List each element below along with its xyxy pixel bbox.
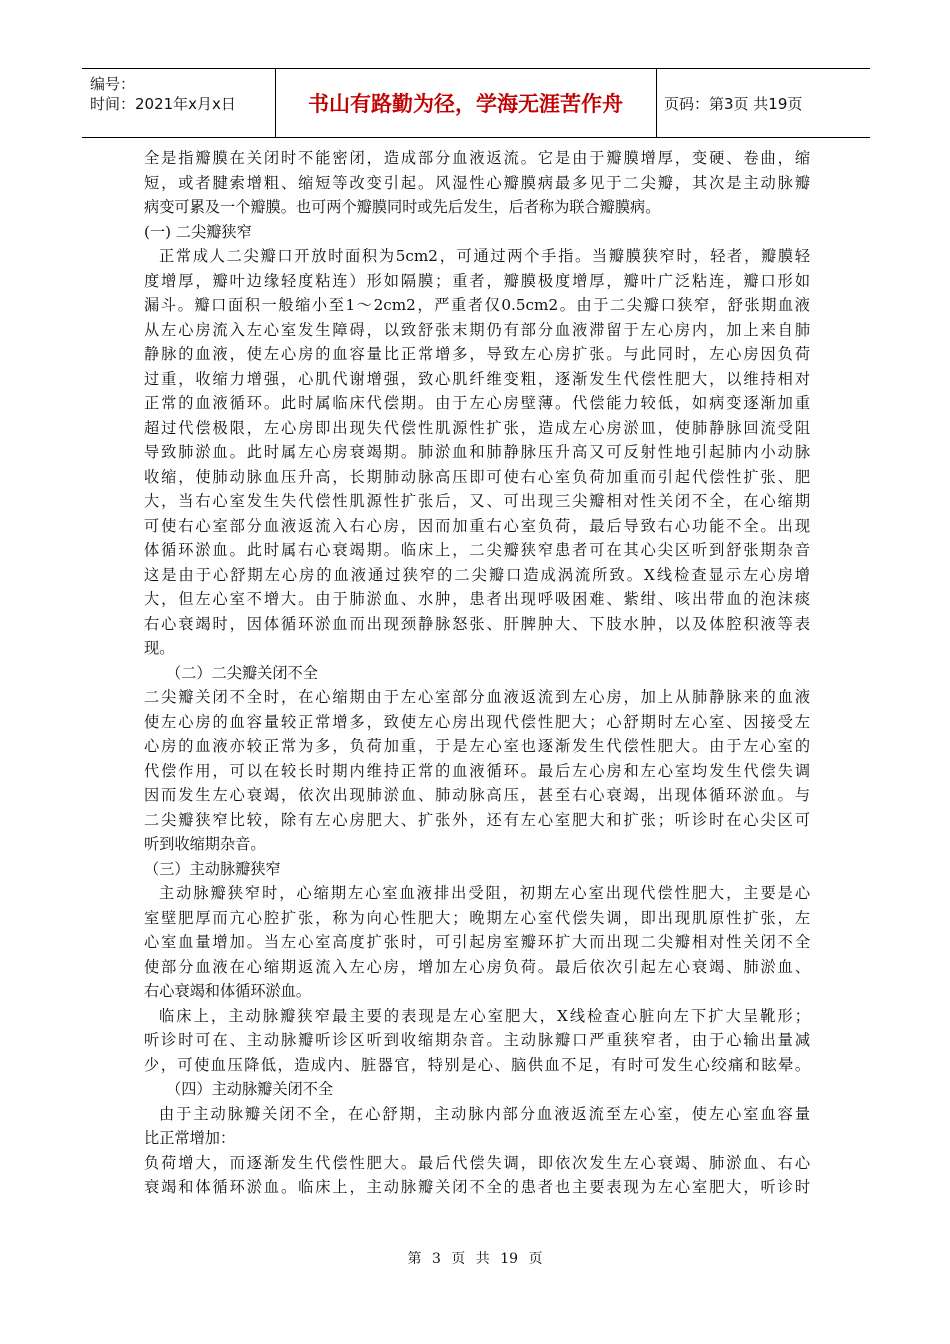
page-header [82, 68, 870, 138]
text-line: 负荷增大，而逐渐发生代偿性肥大。最后代偿失调，即依次发生左心衰竭、肺淤血、右心 [144, 1153, 810, 1172]
text-line: 使左心房的血容量较正常增多，致使左心房出现代偿性肥大；心舒期时左心室、因接受左 [144, 712, 810, 731]
text-line: 比正常增加： [144, 1129, 236, 1147]
text-line: 室壁肥厚而亢心腔扩张，称为向心性肥大；晚期左心室代偿失调，即出现肌原性扩张，左 [144, 908, 810, 927]
document-body [144, 146, 810, 1200]
text-line: 大，但左心室不增大。由于肺淤血、水肿，患者出现呼吸困难、紫绀、咳出带血的泡沫痰 [144, 590, 810, 608]
page-footer: 第 3 页 共 19 页 [407, 1251, 543, 1267]
text-line: 听诊时可在、主动脉瓣听诊区听到收缩期杂音。主动脉瓣口严重狭窄者，由于心输出量减 [144, 1031, 810, 1049]
text-line: (一) 二尖瓣狭窄 [144, 222, 252, 241]
text-line: 收缩，使肺动脉血压升高，长期肺动脉高压即可使右心室负荷加重而引起代偿性扩张、肥 [144, 467, 810, 486]
text-line: 二尖瓣狭窄比较，除有左心房肥大、扩张外，还有左心室肥大和扩张；听诊时在心尖区可 [144, 810, 810, 829]
header-page-label: 页码：第3页 共19页 [664, 94, 803, 113]
text-line: 衰竭和体循环淤血。临床上，主动脉瓣关闭不全的患者也主要表现为左心室肥大，听诊时 [144, 1178, 810, 1196]
date-label: 时间：2021年x月x日 [90, 95, 236, 113]
text-line: 度增厚，瓣叶边缘轻度粘连）形如隔膜；重者，瓣膜极度增厚，瓣叶广泛粘连，瓣口形如 [144, 271, 810, 290]
text-line: 心房的血液亦较正常为多，负荷加重，于是左心室也逐渐发生代偿性肥大。由于左心室的 [144, 737, 810, 755]
text-line: 使部分血液在心缩期返流入左心房，增加左心房负荷。最后依次引起左心衰竭、肺淤血、 [144, 957, 810, 976]
text-line: 右心衰竭和体循环淤血。 [144, 982, 312, 1000]
text-line: 体循环淤血。此时属右心衰竭期。临床上，二尖瓣狭窄患者可在其心尖区听到舒张期杂音 [144, 541, 810, 559]
text-line: 超过代偿极限，左心房即出现失代偿性肌源性扩张，造成左心房淤皿，使肺静脉回流受阻 [144, 418, 810, 437]
text-line: 静脉的血液，使左心房的血容量比正常增多，导致左心房扩张。与此同时，左心房因负荷 [144, 345, 810, 363]
text-line: 短，或者腱索增粗、缩短等改变引起。风湿性心瓣膜病最多见于二尖瓣，其次是主动脉瓣 [144, 173, 810, 192]
text-line: 正常的血液循环。此时属临床代偿期。由于左心房壁薄。代偿能力较低，如病变逐渐加重 [144, 394, 810, 412]
text-line: 过重，收缩力增强，心肌代谢增强，致心肌纤维变粗，逐渐发生代偿性肥大，以维持相对 [144, 369, 810, 388]
text-line: 右心衰竭时，因体循环淤血而出现颈静脉怒张、肝脾肿大、下肢水肿，以及体腔积液等表 [144, 614, 810, 633]
text-line: 从左心房流入左心室发生障碍，以致舒张末期仍有部分血液滞留于左心房内，加上来自肺 [144, 320, 810, 339]
text-line: 正常成人二尖瓣口开放时面积为5cm2，可通过两个手指。当瓣膜狭窄时，轻者，瓣膜轻 [159, 247, 810, 265]
text-line: 导致肺淤血。此时属左心房衰竭期。肺淤血和肺静脉压升高又可反射性地引起肺内小动脉 [144, 443, 810, 461]
text-line: 心室血量增加。当左心室高度扩张时，可引起房室瓣环扩大而出现二尖瓣相对性关闭不全 [144, 933, 810, 951]
text-line: 少，可使血压降低，造成内、脏器官，特别是心、脑供血不足，有时可发生心绞痛和眩晕。 [144, 1055, 810, 1074]
text-line: 现。 [144, 639, 175, 657]
header-info-cell [82, 69, 276, 137]
text-line: 听到收缩期杂音。 [144, 835, 266, 853]
number-label: 编号： [90, 75, 136, 93]
text-line: 大，当右心室发生失代偿性肌源性扩张后，又、可出现三尖瓣相对性关闭不全，在心缩期 [144, 492, 810, 510]
text-line: 代偿作用，可以在较长时期内维持正常的血液循环。最后左心房和左心室均发生代偿失调 [144, 761, 810, 780]
header-motto: 书山有路勤为径，学海无涯苦作舟 [275, 69, 657, 137]
text-line: 由于主动脉瓣关闭不全，在心舒期，主动脉内部分血液返流至左心室，使左心室血容量 [159, 1104, 810, 1123]
text-line: 可使右心室部分血液返流入右心房，因而加重右心室负荷，最后导致右心功能不全。出现 [144, 516, 810, 535]
text-line: （四）主动脉瓣关闭不全 [166, 1080, 334, 1098]
text-line: 二尖瓣关闭不全时，在心缩期由于左心室部分血液返流到左心房，加上从肺静脉来的血液 [144, 688, 810, 706]
text-line: 因而发生左心衰竭，依次出现肺淤血、肺动脉高压，甚至右心衰竭，出现体循环淤血。与 [144, 786, 810, 804]
text-line: 病变可累及一个瓣膜。也可两个瓣膜同时或先后发生，后者称为联合瓣膜病。 [144, 198, 661, 216]
text-line: （三）主动脉瓣狭窄 [144, 859, 281, 878]
text-line: 临床上，主动脉瓣狭窄最主要的表现是左心室肥大，X线检查心脏向左下扩大呈靴形； [159, 1006, 810, 1025]
text-line: 这是由于心舒期左心房的血液通过狭窄的二尖瓣口造成涡流所致。X线检查显示左心房增 [144, 565, 810, 584]
text-line: 漏斗。瓣口面积一般缩小至1～2cm2，严重者仅0.5cm2。由于二尖瓣口狭窄，舒张期血液 [144, 296, 810, 314]
text-line: 主动脉瓣狭窄时，心缩期左心室血液排出受阻，初期左心室出现代偿性肥大，主要是心 [159, 884, 810, 902]
text-line: 全是指瓣膜在关闭时不能密闭，造成部分血液返流。它是由于瓣膜增厚，变硬、卷曲，缩 [144, 149, 810, 167]
text-line: （二）二尖瓣关闭不全 [166, 663, 318, 682]
